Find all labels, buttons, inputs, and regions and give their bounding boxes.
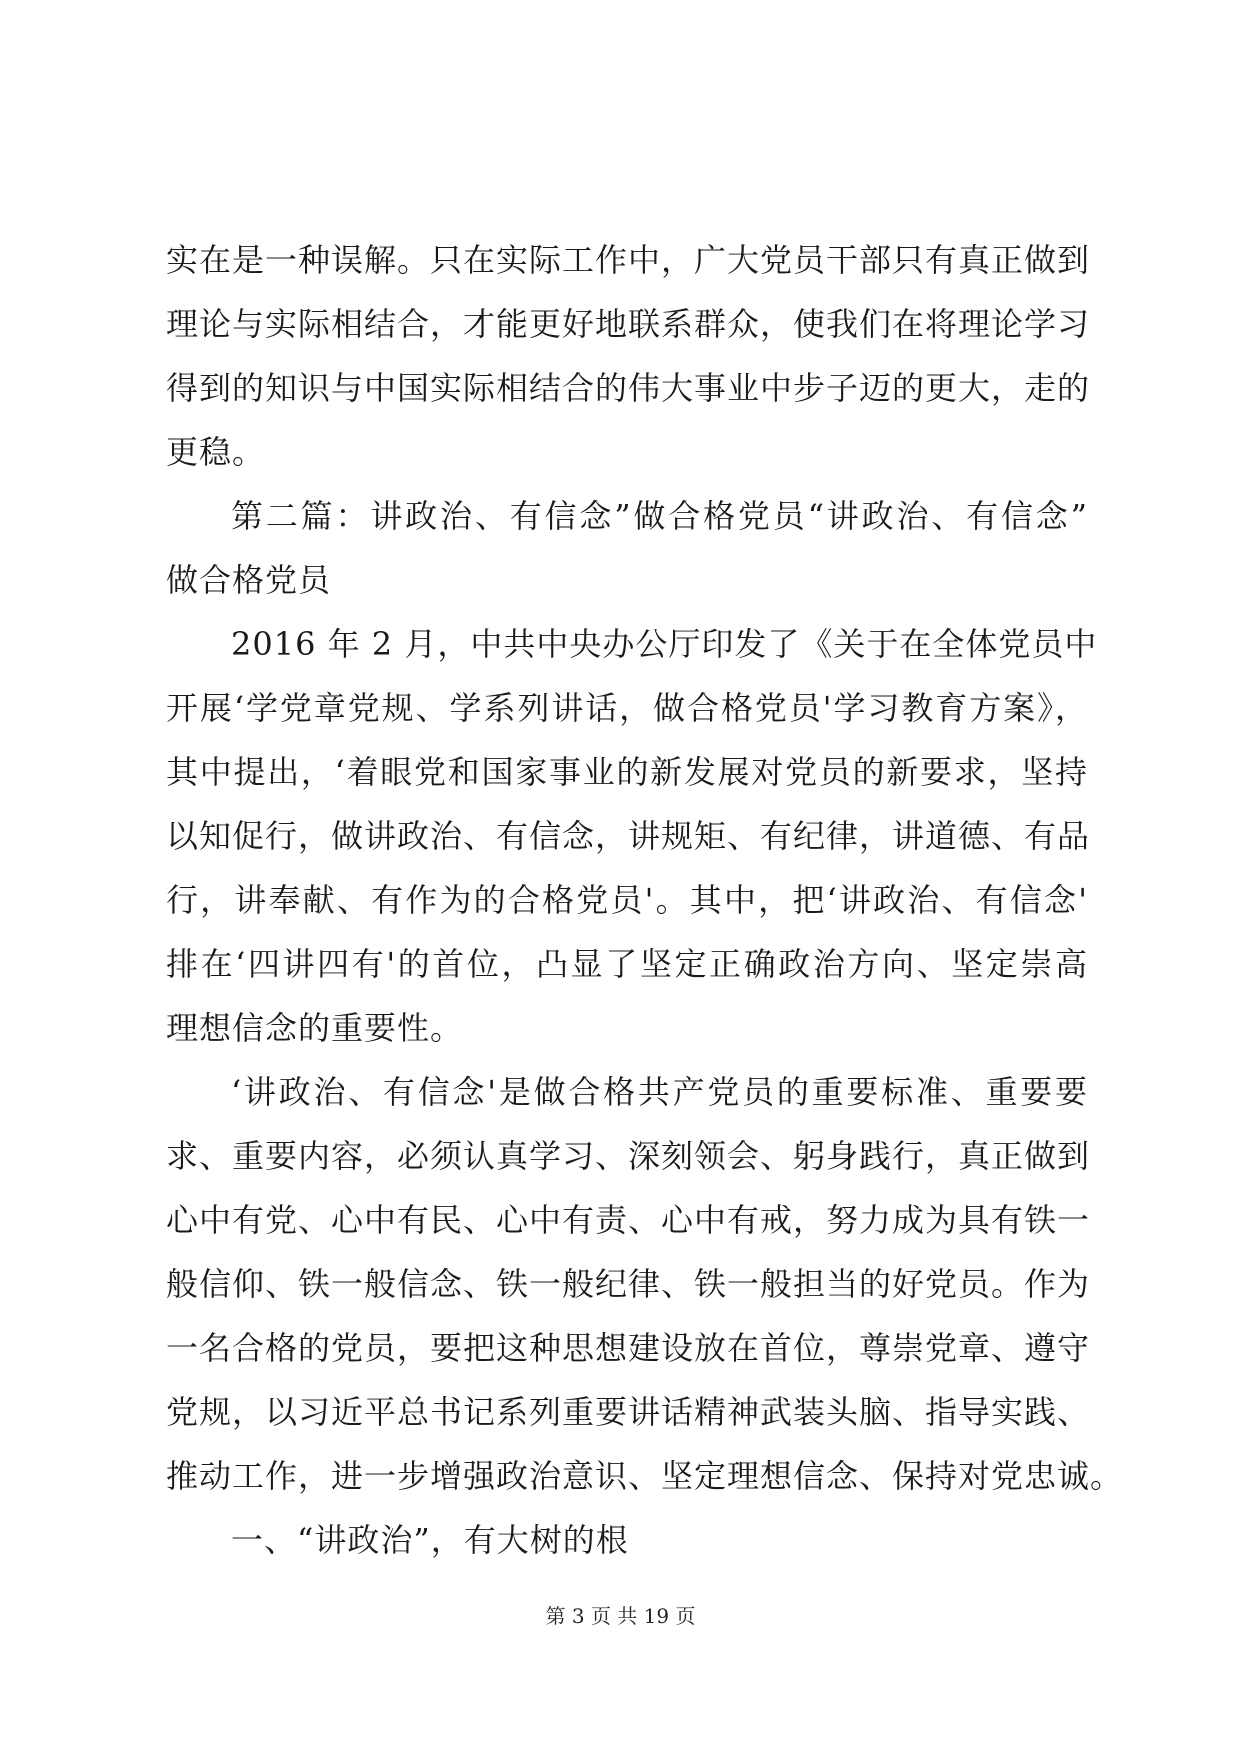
text-line: 求、重要内容，必须认真学习、深刻领会、躬身践行，真正做到 (166, 1137, 1091, 1175)
text-line: 般信仰、铁一般信念、铁一般纪律、铁一般担当的好党员。作为 (166, 1265, 1091, 1303)
subheading-line: 一、“讲政治”，有大树的根 (231, 1521, 629, 1559)
text-line: 排在‘四讲四有'的首位，凸显了坚定正确政治方向、坚定崇高 (166, 945, 1088, 983)
text-line: 其中提出，‘着眼党和国家事业的新发展对党员的新要求，坚持 (166, 753, 1088, 791)
text-line: 行，讲奉献、有作为的合格党员'。其中，把‘讲政治、有信念' (166, 881, 1088, 919)
text-line: 更稳。 (166, 433, 266, 471)
document-body (166, 228, 1124, 1572)
text-line: 理论与实际相结合，才能更好地联系群众，使我们在将理论学习 (166, 305, 1091, 343)
page-number-footer: 第 3 页 共 19 页 (545, 1604, 696, 1628)
text-line: ‘讲政治、有信念'是做合格共产党员的重要标准、重要要 (231, 1073, 1088, 1111)
text-line: 推动工作，进一步增强政治意识、坚定理想信念、保持对党忠诚。 (166, 1457, 1124, 1495)
text-line: 开展‘学党章党规、学系列讲话，做合格党员'学习教育方案》， (166, 689, 1088, 727)
text-line: 一名合格的党员，要把这种思想建设放在首位，尊崇党章、遵守 (166, 1329, 1091, 1367)
text-line: 党规，以习近平总书记系列重要讲话精神武装头脑、指导实践、 (166, 1393, 1091, 1431)
section-heading-line: 做合格党员 (166, 561, 332, 599)
text-line: 得到的知识与中国实际相结合的伟大事业中步子迈的更大，走的 (166, 369, 1091, 407)
text-line: 理想信念的重要性。 (166, 1009, 464, 1047)
section-heading-line: 第二篇：讲政治、有信念”做合格党员“讲政治、有信念” (231, 497, 1088, 535)
text-line: 以知促行，做讲政治、有信念，讲规矩、有纪律，讲道德、有品 (166, 817, 1091, 855)
text-line: 心中有党、心中有民、心中有责、心中有戒，努力成为具有铁一 (166, 1201, 1091, 1239)
text-line: 2016 年 2 月，中共中央办公厅印发了《关于在全体党员中 (231, 625, 1098, 663)
text-line: 实在是一种误解。只在实际工作中，广大党员干部只有真正做到 (166, 241, 1091, 279)
